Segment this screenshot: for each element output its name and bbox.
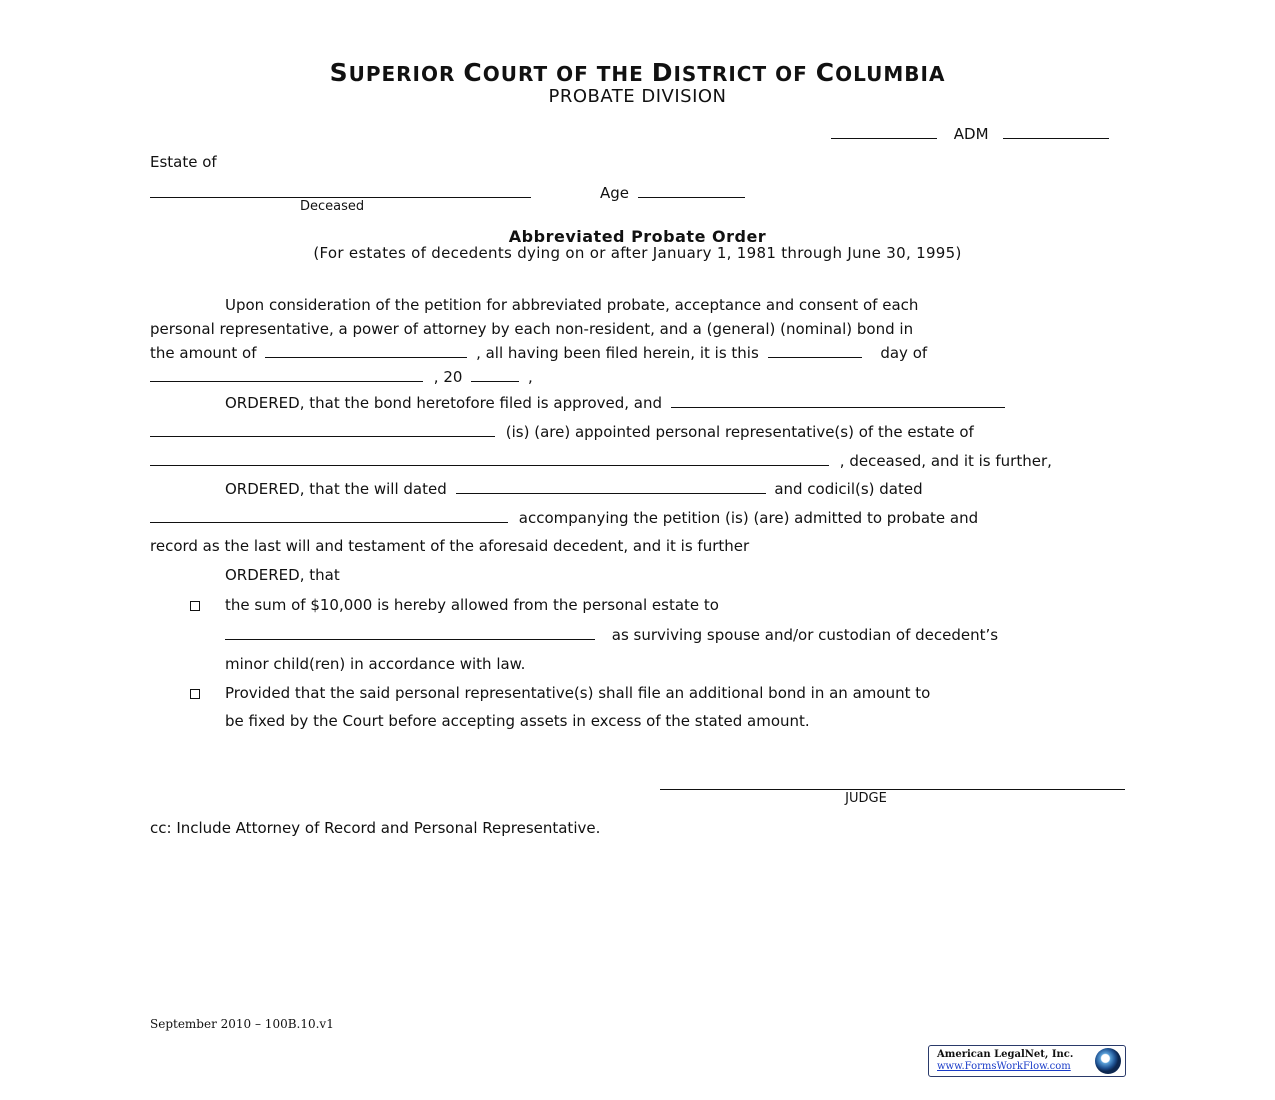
year-field[interactable] (471, 367, 519, 382)
ordered1-line1 (225, 393, 1005, 412)
representative-name-field-2[interactable] (150, 422, 495, 437)
ordered2-line1 (225, 479, 923, 498)
ordered-bond-text: ORDERED, that the bond heretofore filed is approved, and (225, 394, 663, 412)
option1-line3: minor child(ren) in accordance with law. (225, 655, 526, 673)
option1-line2 (225, 625, 998, 644)
ordered2-line2 (150, 508, 978, 527)
court-title-part: OURT OF THE (482, 62, 652, 86)
publisher-name: American LegalNet, Inc. (937, 1049, 1074, 1060)
additional-bond-checkbox[interactable] (190, 689, 200, 699)
judge-signature-line[interactable] (660, 789, 1125, 790)
representative-name-field-1[interactable] (671, 393, 1005, 408)
ordered1-line2 (150, 422, 974, 441)
court-title-part: UPERIOR (348, 62, 464, 86)
cc-note: cc: Include Attorney of Record and Personal Representative. (150, 819, 601, 837)
estate-of-label: Estate of (150, 153, 217, 171)
adm-line (831, 124, 1109, 143)
court-title-part: S (329, 58, 349, 87)
form-reference: September 2010 – 100B.10.v1 (150, 1017, 334, 1031)
amount-label: the amount of (150, 344, 257, 362)
court-title-part: C (463, 58, 483, 87)
court-title-part: OLUMBIA (835, 62, 946, 86)
globe-icon (1095, 1048, 1121, 1074)
deceased-further-text: , deceased, and it is further, (839, 452, 1052, 470)
codicil-text: and codicil(s) dated (774, 480, 923, 498)
estate-name-field[interactable] (150, 451, 829, 466)
age-label: Age (600, 184, 630, 202)
option2-line2: be fixed by the Court before accepting assets in excess of the stated amount. (225, 712, 810, 730)
p1-line2: personal representative, a power of attorney by each non-resident, and a (general) (nominal) bond in (150, 320, 914, 338)
deceased-label: Deceased (300, 199, 365, 214)
age-row (600, 183, 745, 202)
order-title: Abbreviated Probate Order (508, 227, 767, 246)
order-subtitle: (For estates of decedents dying on or after January 1, 1981 through June 30, 1995) (313, 244, 962, 262)
option2-line1: Provided that the said personal representative(s) shall file an additional bond in an amount to (225, 684, 931, 702)
day-field[interactable] (768, 343, 862, 358)
court-title-part: D (651, 58, 674, 87)
adm-label: ADM (953, 125, 989, 143)
adm-prefix-field[interactable] (831, 124, 937, 139)
age-field[interactable] (638, 183, 745, 198)
bond-amount-field[interactable] (265, 343, 467, 358)
p1-line1: Upon consideration of the petition for abbreviated probate, acceptance and consent of each (225, 296, 919, 314)
admitted-text: accompanying the petition (is) (are) admitted to probate and (518, 509, 979, 527)
decedent-name-field[interactable] (150, 183, 531, 198)
allowance-checkbox[interactable] (190, 601, 200, 611)
day-of-label: day of (880, 344, 928, 362)
publisher-logo[interactable] (928, 1045, 1126, 1077)
option1-line1: the sum of $10,000 is hereby allowed from the personal estate to (225, 596, 719, 614)
court-title (0, 58, 1275, 87)
will-dated-text: ORDERED, that the will dated (225, 480, 447, 498)
codicil-date-field[interactable] (150, 508, 508, 523)
publisher-url[interactable]: www.FormsWorkFlow.com (937, 1061, 1071, 1072)
comma: , (527, 368, 533, 386)
p1-line3 (150, 343, 927, 362)
ordered1-line3 (150, 451, 1052, 470)
filed-text: , all having been filed herein, it is this (476, 344, 759, 362)
will-date-field[interactable] (456, 479, 766, 494)
p1-line4 (150, 367, 533, 386)
year-prefix: , 20 (433, 368, 463, 386)
spouse-name-field[interactable] (225, 625, 595, 640)
appointed-text: (is) (are) appointed personal representative(s) of the estate of (505, 423, 974, 441)
ordered3-line: ORDERED, that (225, 566, 340, 584)
court-title-part: ISTRICT OF (673, 62, 816, 86)
surviving-spouse-text: as surviving spouse and/or custodian of decedent’s (611, 626, 999, 644)
ordered2-line3: record as the last will and testament of the aforesaid decedent, and it is further (150, 537, 750, 555)
adm-number-field[interactable] (1003, 124, 1109, 139)
month-field[interactable] (150, 367, 423, 382)
division-title: PROBATE DIVISION (548, 86, 727, 107)
judge-label: JUDGE (845, 791, 887, 806)
court-title-part: C (815, 58, 836, 87)
